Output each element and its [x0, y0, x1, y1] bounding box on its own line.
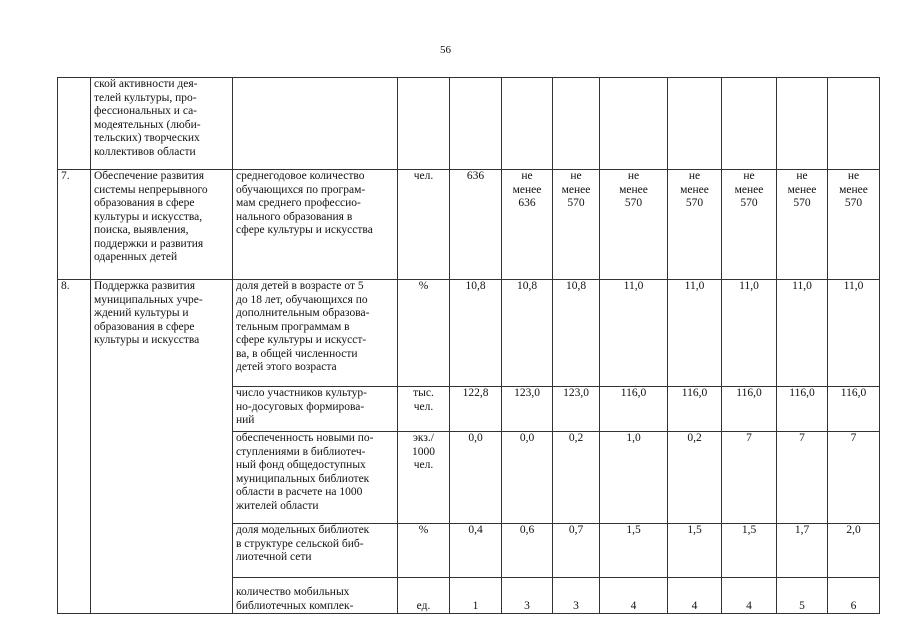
- value-cell: 0,0: [502, 432, 553, 524]
- value-cell: [722, 78, 777, 170]
- table-row: [58, 78, 880, 170]
- value-cell: 1,5: [668, 524, 722, 578]
- value-cell: 11,0: [668, 280, 722, 387]
- unit-cell: чел.: [398, 170, 450, 280]
- value-cell: не менее 570: [722, 170, 777, 280]
- value-cell: 636: [450, 170, 502, 280]
- table-row: [58, 170, 880, 280]
- value-cell: [502, 78, 553, 170]
- value-cell: 0,0: [450, 432, 502, 524]
- indicator-cell: [233, 78, 398, 170]
- value-cell: 7: [722, 432, 777, 524]
- task-cell: Обеспечение развития системы непрерывного образования в сфере культуры и искусства, поиска, выявления, поддержки и развития одаренных детей: [91, 170, 233, 280]
- value-cell: 123,0: [502, 387, 553, 432]
- value-cell: 10,8: [502, 280, 553, 387]
- value-cell: 1,5: [722, 524, 777, 578]
- value-cell: 116,0: [600, 387, 668, 432]
- value-cell: 1,5: [600, 524, 668, 578]
- value-cell: 122,8: [450, 387, 502, 432]
- value-cell: 7: [777, 432, 828, 524]
- table-row: [58, 280, 880, 387]
- value-cell: 11,0: [828, 280, 880, 387]
- value-cell: [668, 78, 722, 170]
- row-number-cell: 8.: [58, 280, 91, 614]
- value-cell: 3: [502, 578, 553, 614]
- value-cell: 0,4: [450, 524, 502, 578]
- value-cell: 11,0: [600, 280, 668, 387]
- value-cell: 116,0: [828, 387, 880, 432]
- indicator-cell: обеспеченность новыми по- ступлениями в библиотеч- ный фонд общедоступных муниципальных библиотек области в расчете на 1000 жителей области: [233, 432, 398, 524]
- value-cell: [828, 78, 880, 170]
- unit-cell: %: [398, 524, 450, 578]
- value-cell: 7: [828, 432, 880, 524]
- value-cell: [777, 78, 828, 170]
- value-cell: [553, 78, 600, 170]
- indicator-cell: доля детей в возрасте от 5 до 18 лет, обучающихся по дополнительным образова- тельным программам в сфере культуры и искусст- ва, в общей численности детей этого возраста: [233, 280, 398, 387]
- unit-cell: %: [398, 280, 450, 387]
- value-cell: 123,0: [553, 387, 600, 432]
- value-cell: 116,0: [668, 387, 722, 432]
- value-cell: не менее 570: [553, 170, 600, 280]
- value-cell: 116,0: [722, 387, 777, 432]
- task-cell: ской активности дея- телей культуры, про- фессиональных и са- модеятельных (люби- тельских) творческих коллективов области: [91, 78, 233, 170]
- unit-cell: тыс. чел.: [398, 387, 450, 432]
- row-number-cell: 7.: [58, 170, 91, 280]
- unit-cell: ед.: [398, 578, 450, 614]
- value-cell: 116,0: [777, 387, 828, 432]
- value-cell: 3: [553, 578, 600, 614]
- task-cell: Поддержка развития муниципальных учре- ждений культуры и образования в сфере культуры и искусства: [91, 280, 233, 614]
- value-cell: 0,2: [668, 432, 722, 524]
- value-cell: 5: [777, 578, 828, 614]
- value-cell: 1,7: [777, 524, 828, 578]
- value-cell: 4: [722, 578, 777, 614]
- value-cell: 11,0: [777, 280, 828, 387]
- value-cell: 6: [828, 578, 880, 614]
- indicator-cell: количество мобильных библиотечных комплек-: [233, 578, 398, 614]
- indicator-cell: число участников культур- но-досуговых формирова- ний: [233, 387, 398, 432]
- value-cell: не менее 570: [777, 170, 828, 280]
- value-cell: 4: [600, 578, 668, 614]
- value-cell: 0,2: [553, 432, 600, 524]
- value-cell: не менее 570: [600, 170, 668, 280]
- row-number-cell: [58, 78, 91, 170]
- value-cell: 0,7: [553, 524, 600, 578]
- value-cell: [600, 78, 668, 170]
- value-cell: 11,0: [722, 280, 777, 387]
- indicators-table: [57, 77, 880, 614]
- indicator-cell: среднегодовое количество обучающихся по програм- мам среднего профессио- нального образования в сфере культуры и искусства: [233, 170, 398, 280]
- value-cell: 0,6: [502, 524, 553, 578]
- unit-cell: экз./ 1000 чел.: [398, 432, 450, 524]
- page-number: 56: [440, 44, 451, 56]
- value-cell: 2,0: [828, 524, 880, 578]
- value-cell: 4: [668, 578, 722, 614]
- unit-cell: [398, 78, 450, 170]
- value-cell: 10,8: [450, 280, 502, 387]
- value-cell: не менее 570: [668, 170, 722, 280]
- value-cell: не менее 636: [502, 170, 553, 280]
- value-cell: [450, 78, 502, 170]
- indicator-cell: доля модельных библиотек в структуре сельской биб- лиотечной сети: [233, 524, 398, 578]
- value-cell: 1,0: [600, 432, 668, 524]
- value-cell: не менее 570: [828, 170, 880, 280]
- value-cell: 10,8: [553, 280, 600, 387]
- value-cell: 1: [450, 578, 502, 614]
